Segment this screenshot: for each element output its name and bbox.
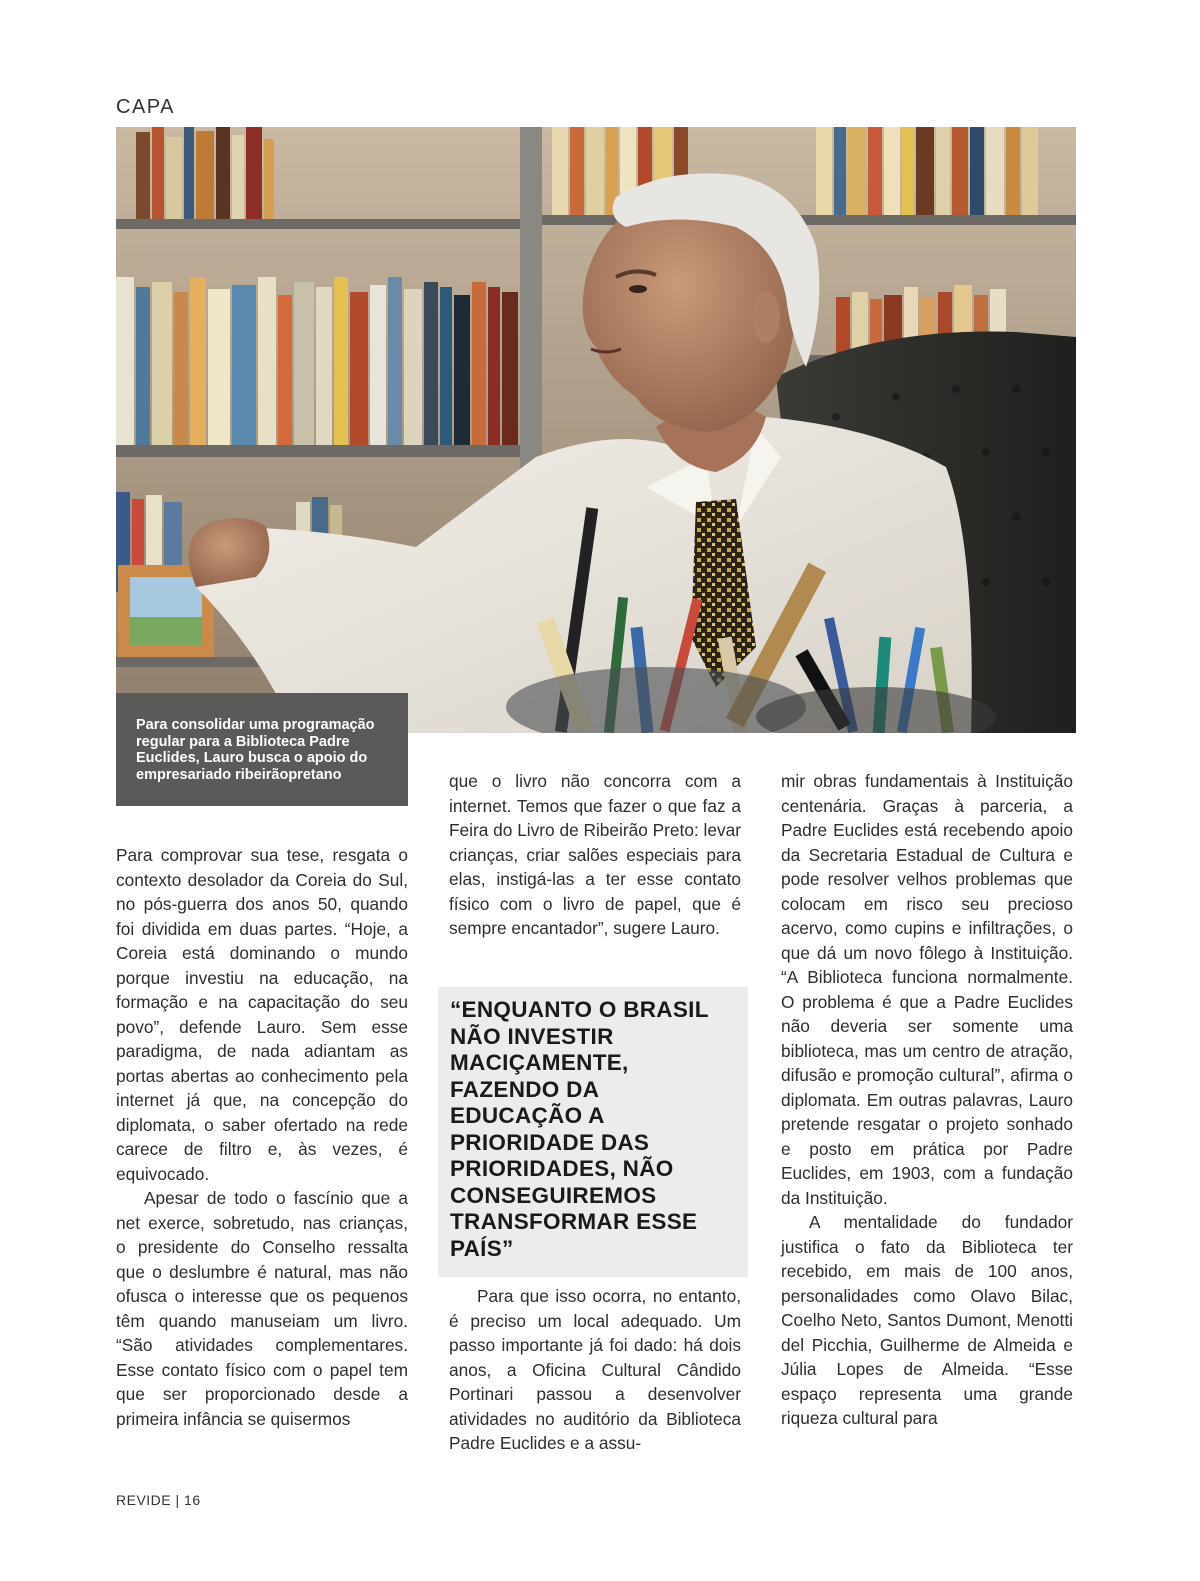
section-label: CAPA — [116, 96, 175, 118]
paragraph: mir obras fundamentais à Instituição centenária. Graças à parceria, a Padre Euclides está recebendo apoio da Secretaria Estadual de Cultura e pode resolver velhos problemas que colocam em risco seu precioso acervo, como cupins e infiltrações, o que dá um novo fôlego à Instituição. “A Biblioteca funciona normalmente. O problema é que a Padre Euclides não deveria ser somente uma biblioteca, mas um centro de atração, difusão e promoção cultural”, afirma o diplomata. Em outras palavras, Lauro pretende resgatar o projeto sonhado e posto em prática por Padre Euclides, em 1903, com a fundação da Instituição. — [781, 771, 1073, 1208]
magazine-name: REVIDE — [116, 1492, 172, 1508]
paragraph: Apesar de todo o fascínio que a net exerce, sobretudo, nas crianças, o presidente do Conselho ressalta que o deslumbre é natural, mas não ofusca o interesse que os pequenos têm quando manuseiam um livro. “São atividades complementares. Esse contato físico com o papel tem que ser proporcionado desde a primeira infância se quisermos — [116, 1188, 408, 1429]
man-in-library-photo — [116, 127, 1076, 733]
paragraph: Para que isso ocorra, no entanto, é preciso um local adequado. Um passo importante já foi dado: há dois anos, a Oficina Cultural Cândido Portinari passou a desenvolver atividades no auditório da Biblioteca Padre Euclides e a assu- — [449, 1286, 741, 1453]
cover-photo — [116, 127, 1076, 733]
photo-caption: Para consolidar uma programação regular para a Biblioteca Padre Euclides, Lauro busca o apoio do empresariado ribeirãopretano — [116, 693, 408, 806]
paragraph: A mentalidade do fundador justifica o fato da Biblioteca ter recebido, em mais de 100 anos, personalidades como Olavo Bilac, Coelho Neto, Santos Dumont, Menotti del Picchia, Guilherme de Almeida e Júlia Lopes de Almeida. “Esse espaço representa uma grande riqueza cultural para — [781, 1212, 1073, 1428]
paragraph: Para comprovar sua tese, resgata o contexto desolador da Coreia do Sul, no pós-guerra dos anos 50, quando foi dividida em duas partes. “Hoje, a Coreia está dominando o mundo porque investiu na educação, na formação e na capacitação do seu povo”, defende Lauro. Sem esse paradigma, de nada adiantam as portas abertas ao conhecimento pela internet já que, na concepção do diplomata, o saber ofertado na rede carece de filtro e, às vezes, é equivocado. — [116, 845, 408, 1184]
paragraph: que o livro não concorra com a internet. Temos que fazer o que faz a Feira do Livro de Ribeirão Preto: levar crianças, criar salões especiais para elas, instigá-las a ter esse contato físico com o livro de papel, que é sempre encantador”, sugere Lauro. — [449, 771, 742, 938]
footer-separator: | — [175, 1492, 180, 1508]
article-column-3 — [781, 769, 1073, 1431]
pull-quote: “ENQUANTO O BRASIL NÃO INVESTIR MACIÇAMENTE, FAZENDO DA EDUCAÇÃO A PRIORIDADE DAS PRIORIDADES, NÃO CONSEGUIREMOS TRANSFORMAR ESSE PAÍS” — [438, 987, 748, 1277]
article-column-2-bottom — [449, 1284, 741, 1456]
article-column-2-top — [449, 769, 741, 941]
page-number: 16 — [184, 1492, 201, 1508]
article-column-1 — [116, 843, 408, 1431]
page-footer — [116, 1492, 201, 1508]
